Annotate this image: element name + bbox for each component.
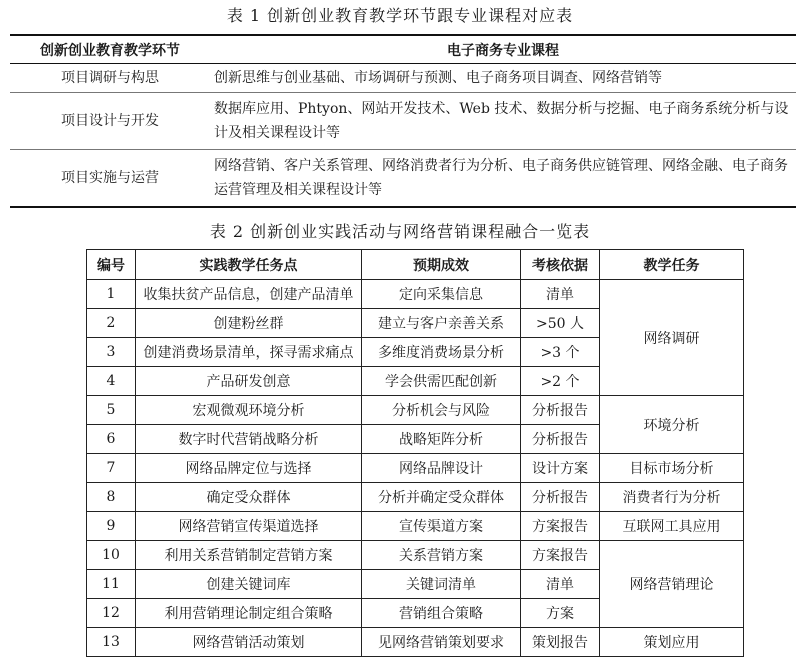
no-cell: 6 (87, 425, 136, 454)
task-cell: 宏观微观环境分析 (136, 396, 362, 425)
stage-cell: 项目设计与开发 (10, 93, 210, 150)
table-row (10, 64, 796, 93)
task-cell: 收集扶贫产品信息，创建产品清单 (136, 280, 362, 309)
courses-cell: 数据库应用、Phtyon、网站开发技术、Web 技术、数据分析与挖掘、电子商务系统分析与设计及相关课程设计等 (210, 93, 796, 150)
basis-cell: 设计方案 (521, 454, 600, 483)
task-cell: 网络品牌定位与选择 (136, 454, 362, 483)
basis-cell: >2 个 (521, 367, 600, 396)
header-mission: 教学任务 (600, 250, 744, 280)
no-cell: 2 (87, 309, 136, 338)
no-cell: 4 (87, 367, 136, 396)
no-cell: 3 (87, 338, 136, 367)
outcome-cell: 营销组合策略 (362, 599, 521, 628)
task-cell: 利用营销理论制定组合策略 (136, 599, 362, 628)
header-basis: 考核依据 (521, 250, 600, 280)
table2-caption: 表 2 创新创业实践活动与网络营销课程融合一览表 (209, 222, 591, 241)
courses-cell: 创新思维与创业基础、市场调研与预测、电子商务项目调查、网络营销等 (210, 64, 796, 93)
basis-cell: >50 人 (521, 309, 600, 338)
mission-cell: 互联网工具应用 (600, 512, 744, 541)
basis-cell: 清单 (521, 570, 600, 599)
outcome-cell: 网络品牌设计 (362, 454, 521, 483)
task-cell: 数字时代营销战略分析 (136, 425, 362, 454)
basis-cell: 方案报告 (521, 541, 600, 570)
outcome-cell: 分析并确定受众群体 (362, 483, 521, 512)
mission-cell: 目标市场分析 (600, 454, 744, 483)
mission-cell: 网络调研 (600, 280, 744, 396)
table-row (87, 483, 744, 512)
table1-caption: 表 1 创新创业教育教学环节跟专业课程对应表 (226, 6, 574, 25)
no-cell: 5 (87, 396, 136, 425)
outcome-cell: 关键词清单 (362, 570, 521, 599)
task-cell: 网络营销活动策划 (136, 628, 362, 657)
outcome-cell: 分析机会与风险 (362, 396, 521, 425)
basis-cell: >3 个 (521, 338, 600, 367)
table-row (87, 280, 744, 309)
header-task: 实践教学任务点 (136, 250, 362, 280)
outcome-cell: 定向采集信息 (362, 280, 521, 309)
outcome-cell: 建立与客户亲善关系 (362, 309, 521, 338)
table1-header-stage: 创新创业教育教学环节 (10, 35, 210, 64)
table1-header-row (10, 35, 796, 64)
task-cell: 产品研发创意 (136, 367, 362, 396)
no-cell: 13 (87, 628, 136, 657)
mission-cell: 消费者行为分析 (600, 483, 744, 512)
no-cell: 8 (87, 483, 136, 512)
outcome-cell: 见网络营销策划要求 (362, 628, 521, 657)
table2-header-row (87, 250, 744, 280)
courses-cell: 网络营销、客户关系管理、网络消费者行为分析、电子商务供应链管理、网络金融、电子商务运营管理及相关课程设计等 (210, 150, 796, 208)
no-cell: 11 (87, 570, 136, 599)
table-row (87, 541, 744, 570)
mission-cell: 网络营销理论 (600, 541, 744, 628)
outcome-cell: 战略矩阵分析 (362, 425, 521, 454)
basis-cell: 清单 (521, 280, 600, 309)
table-row (87, 454, 744, 483)
table1-header-courses: 电子商务专业课程 (210, 35, 796, 64)
mission-cell: 策划应用 (600, 628, 744, 657)
task-cell: 创建关键词库 (136, 570, 362, 599)
task-cell: 确定受众群体 (136, 483, 362, 512)
table-row (87, 396, 744, 425)
table-row (87, 512, 744, 541)
no-cell: 12 (87, 599, 136, 628)
table-row (10, 150, 796, 208)
no-cell: 10 (87, 541, 136, 570)
stage-cell: 项目调研与构思 (10, 64, 210, 93)
outcome-cell: 多维度消费场景分析 (362, 338, 521, 367)
task-cell: 利用关系营销制定营销方案 (136, 541, 362, 570)
outcome-cell: 宣传渠道方案 (362, 512, 521, 541)
table-row (87, 628, 744, 657)
basis-cell: 分析报告 (521, 396, 600, 425)
practice-integration-table (86, 249, 744, 657)
table-row (10, 93, 796, 150)
header-no: 编号 (87, 250, 136, 280)
no-cell: 9 (87, 512, 136, 541)
outcome-cell: 关系营销方案 (362, 541, 521, 570)
task-cell: 网络营销宣传渠道选择 (136, 512, 362, 541)
task-cell: 创建粉丝群 (136, 309, 362, 338)
basis-cell: 方案 (521, 599, 600, 628)
no-cell: 1 (87, 280, 136, 309)
basis-cell: 方案报告 (521, 512, 600, 541)
header-outcome: 预期成效 (362, 250, 521, 280)
no-cell: 7 (87, 454, 136, 483)
basis-cell: 分析报告 (521, 425, 600, 454)
course-mapping-table (10, 34, 796, 208)
basis-cell: 策划报告 (521, 628, 600, 657)
outcome-cell: 学会供需匹配创新 (362, 367, 521, 396)
task-cell: 创建消费场景清单，探寻需求痛点 (136, 338, 362, 367)
basis-cell: 分析报告 (521, 483, 600, 512)
stage-cell: 项目实施与运营 (10, 150, 210, 208)
mission-cell: 环境分析 (600, 396, 744, 454)
